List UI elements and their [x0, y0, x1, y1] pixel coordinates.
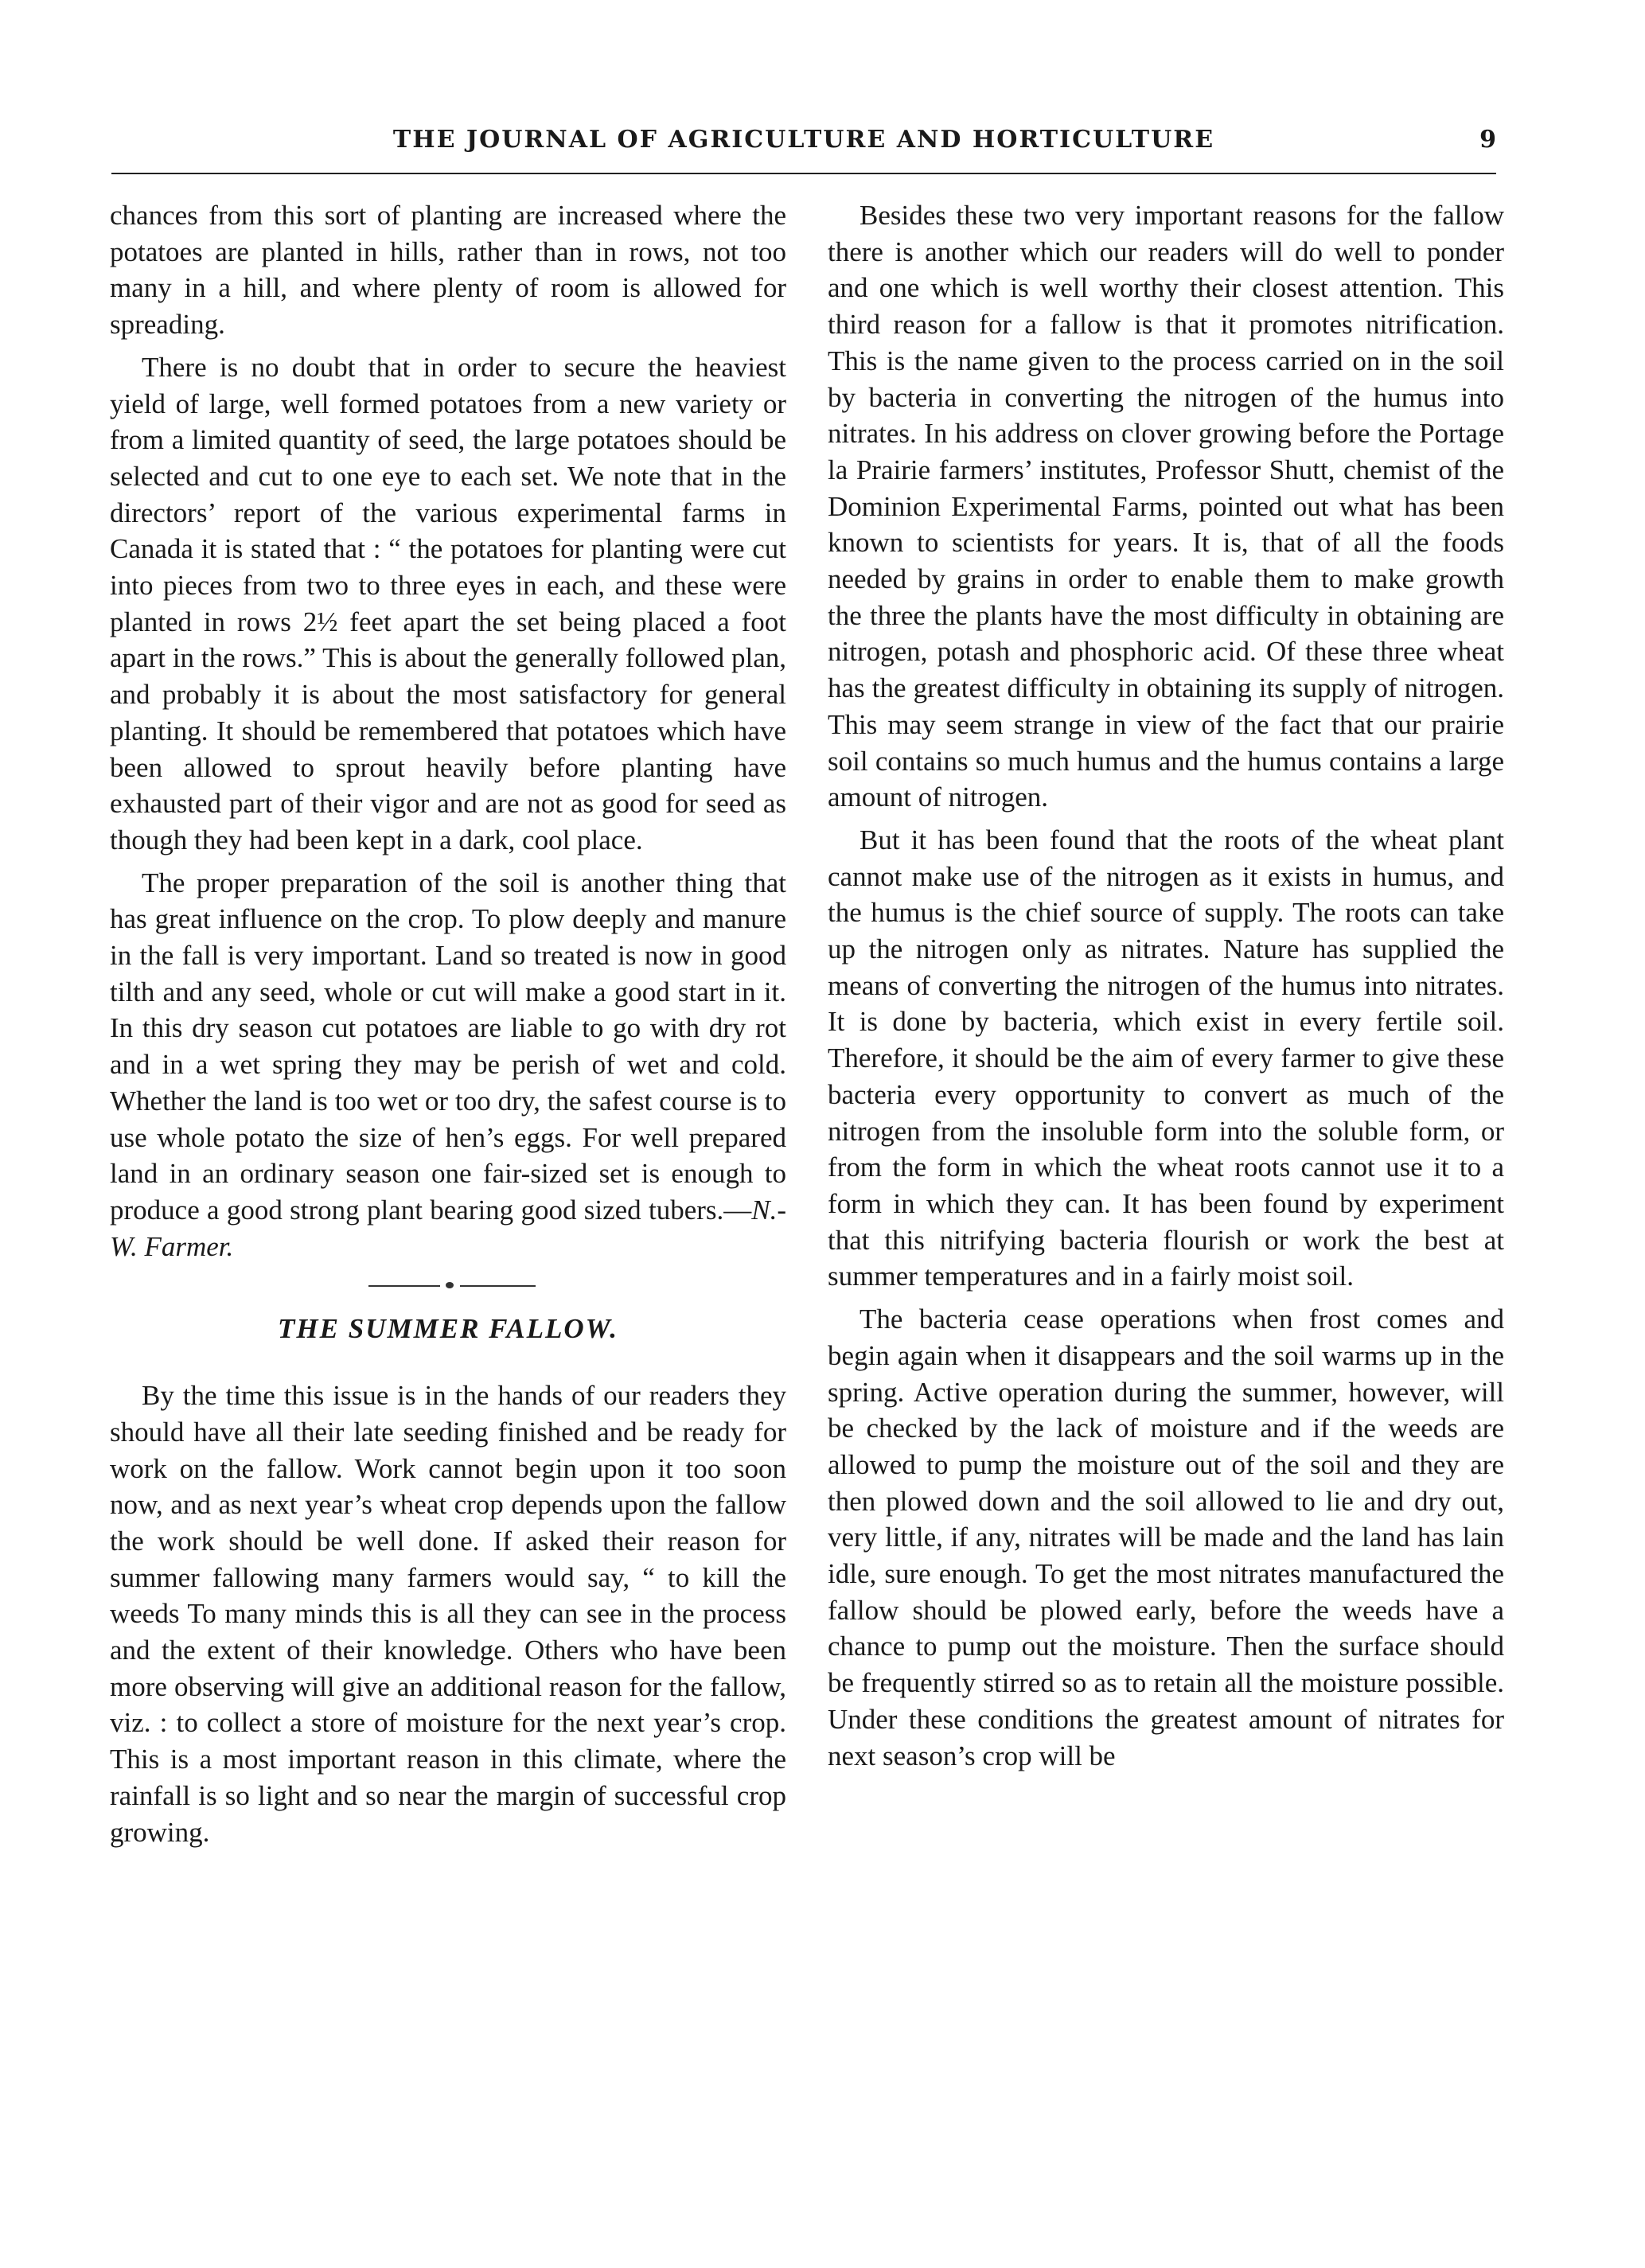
section-title: THE SUMMER FALLOW. [278, 1313, 618, 1345]
divider-dash-left [368, 1285, 440, 1287]
paragraph: But it has been found that the roots of the wheat plant cannot make use of the nitrogen as it exists in humus, and the humus is the chief source of supply. The roots can take up the nitrogen only as nitrates. Nature has supplied the means of converting the nitrogen of the humus into nitrates. It is done by bacteria, which exist in every fertile soil. Therefore, it should be the aim of every farmer to give these bacteria every opportunity to convert as much of the nitrogen from the insoluble form into the soluble form, or from the form in which the wheat roots cannot use it to a form in which they can. It has been found by experiment that this nitrifying bacteria flourish or work the best at summer temperatures and in a fairly moist soil. [828, 824, 1504, 1292]
paragraph: The bacteria cease operations when frost comes and begin again when it disappears and the soil warms up in the spring. Active operation during the summer, however, will be checked by the lack of moisture and if the weeds are allowed to pump the moisture out of the soil and they are then plowed down and the soil allowed to lie and dry out, very little, if any, nitrates will be made and the land has lain idle, sure enough. To get the most nitrates manufactured the fallow should be plowed early, before the weeds have a chance to pump out the moisture. Then the surface should be frequently stirred so as to retain all the moisture possible. Under these conditions the greatest amount of nitrates for next season’s crop will be [828, 1304, 1504, 1771]
paragraph: By the time this issue is in the hands of our readers they should have all their late seeding finished and be ready for work on the fallow. Work cannot begin upon it too soon now, and as next year’s wheat crop depends upon the fallow the work should be well done. If asked their reason for summer fallowing many farmers would say, “ to kill the weeds To many minds this is all they can see in the process and the extent of their knowledge. Others who have been more observing will give an additional reason for the fallow, viz. : to collect a store of moisture for the next year’s crop. This is a most important reason in this climate, where the rainfall is so light and so near the margin of successful crop growing. [110, 1380, 786, 1848]
paragraph: Besides these two very important reasons for the fallow there is another which our readers will do well to ponder and one which is well worthy their closest attention. This third reason for a fallow is that it promotes nitrification. This is the name given to the process carried on in the soil by bacteria in converting the nitrogen of the humus into nitrates. In his address on clover growing before the Portage la Prairie farmers’ institutes, Professor Shutt, chemist of the Dominion Experimental Farms, pointed out what has been known to scientists for years. It is, that of all the foods needed by grains in order to enable them to make growth the three the plants have the most difficulty in obtaining are nitrogen, potash and phosphoric acid. Of these three wheat has the greatest difficulty in obtaining its supply of nitrogen. This may seem strange in view of the fact that our prairie soil contains so much humus and the humus contains a large amount of nitrogen. [828, 200, 1504, 813]
section-divider [110, 1271, 786, 1303]
paragraph-text: The proper preparation of the soil is another thing that has great influence on the crop. To plow deeply and manure in the fall is very important. Land so treated is now in good tilth and any seed, whole or cut will make a good start in it. In this dry season cut potatoes are liable to go with dry rot and in a wet spring they may be perish of wet and cold. Whether the land is too wet or too dry, the safest course is to use whole potato the size of hen’s eggs. For well prepared land in an ordinary season one fair-sized set is enough to produce a good strong plant bearing good sized tubers.— [110, 867, 786, 1226]
right-column [828, 197, 1504, 1780]
divider-dash-right [460, 1285, 536, 1287]
paragraph: There is no doubt that in order to secure the heaviest yield of large, well formed potatoes from a new variety or from a limited quantity of seed, the large potatoes should be selected and cut to one eye to each set. We note that in the directors’ report of the various experimental farms in Canada it is stated that : “ the potatoes for planting were cut into pieces from two to three eyes in each, and these were planted in rows 2½ feet apart the set being placed a foot apart in the rows.” This is about the generally followed plan, and probably it is about the most satisfactory for general planting. It should be remembered that potatoes which have been allowed to sprout heavily before planting have exhausted part of their vigor and are not as good for seed as though they had been kept in a dark, cool place. [110, 351, 786, 855]
header-rule [111, 173, 1496, 174]
paragraph: chances from this sort of planting are increased where the potatoes are planted in hills, rather than in rows, not too many in a hill, and where plenty of room is allowed for spreading. [110, 200, 786, 341]
page-header [111, 126, 1496, 167]
divider-dot [446, 1282, 454, 1288]
page-number: 9 [1479, 126, 1496, 154]
left-column [110, 197, 786, 1857]
source-signature: N.-W. Farmer. [110, 1194, 786, 1262]
paragraph [110, 865, 786, 1265]
running-head: THE JOURNAL OF AGRICULTURE AND HORTICULTURE [392, 126, 1215, 154]
